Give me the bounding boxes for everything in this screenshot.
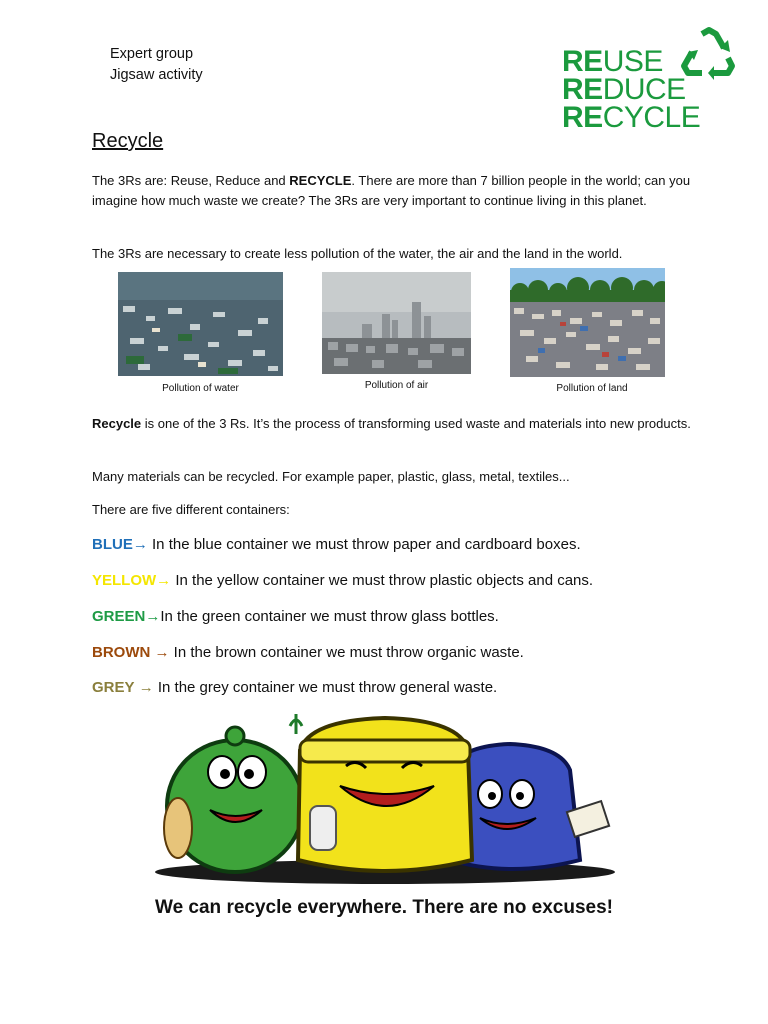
arrow-icon: → xyxy=(156,572,172,589)
land-pollution-photo xyxy=(510,268,665,377)
container-text-brown: In the brown container we must throw organic waste. xyxy=(173,644,524,661)
container-text-green: In the green container we must throw glass bottles. xyxy=(160,608,499,625)
container-name-blue: BLUE xyxy=(92,536,133,553)
logo-row-recycle: RECYCLE xyxy=(562,101,701,134)
arrow-icon: → xyxy=(145,608,161,625)
materials-paragraph: Many materials can be recycled. For example paper, plastic, glass, metal, textiles... xyxy=(92,469,570,484)
yellow-bin-character xyxy=(290,714,472,871)
logo-row-reduce: REDUCE xyxy=(562,73,686,106)
container-text-blue: In the blue container we must throw paper and cardboard boxes. xyxy=(152,536,581,553)
container-line-brown xyxy=(92,643,524,663)
arrow-icon: → xyxy=(154,644,170,661)
intro-paragraph-1: The 3Rs are: Reuse, Reduce and RECYCLE. There are more than 7 billion people in the world; can you imagine how much waste we create? The 3Rs are very important to continue living in this planet. xyxy=(92,173,691,208)
green-bin-character xyxy=(164,727,303,872)
water-pollution-photo xyxy=(118,272,283,376)
containers-intro: There are five different containers: xyxy=(92,502,290,517)
arrow-icon: → xyxy=(132,536,148,553)
container-line-blue xyxy=(92,535,581,555)
container-name-grey: GREY xyxy=(92,679,135,696)
container-line-yellow xyxy=(92,571,593,591)
slogan: We can recycle everywhere. There are no excuses! xyxy=(154,897,614,918)
logo-row-reuse: REUSE xyxy=(562,45,663,78)
photo-caption-water: Pollution of water xyxy=(162,383,239,394)
arrow-icon: → xyxy=(138,679,154,696)
header-line-2: Jigsaw activity xyxy=(110,67,203,83)
container-text-grey: In the grey container we must throw general waste. xyxy=(157,679,498,696)
container-name-brown: BROWN xyxy=(92,644,151,661)
recycle-definition: Recycle is one of the 3 Rs. It’s the process of transforming used waste and materials into new products. xyxy=(92,416,691,431)
intro-paragraph-2: The 3Rs are necessary to create less pollution of the water, the air and the land in the world. xyxy=(92,246,623,261)
header-line-1: Expert group xyxy=(110,46,194,62)
photo-caption-land: Pollution of land xyxy=(556,383,628,394)
page-title: Recycle xyxy=(92,130,164,152)
container-line-grey xyxy=(92,678,497,698)
recycling-bins-cartoon xyxy=(150,710,620,886)
container-name-green: GREEN xyxy=(92,608,146,625)
photo-caption-air: Pollution of air xyxy=(364,380,429,391)
container-name-yellow: YELLOW xyxy=(92,572,157,589)
air-pollution-photo xyxy=(322,272,471,374)
container-text-yellow: In the yellow container we must throw plastic objects and cans. xyxy=(175,572,594,589)
blue-bin-character xyxy=(450,744,609,869)
recycle-arrows-icon xyxy=(680,26,738,80)
container-line-green xyxy=(92,607,499,627)
